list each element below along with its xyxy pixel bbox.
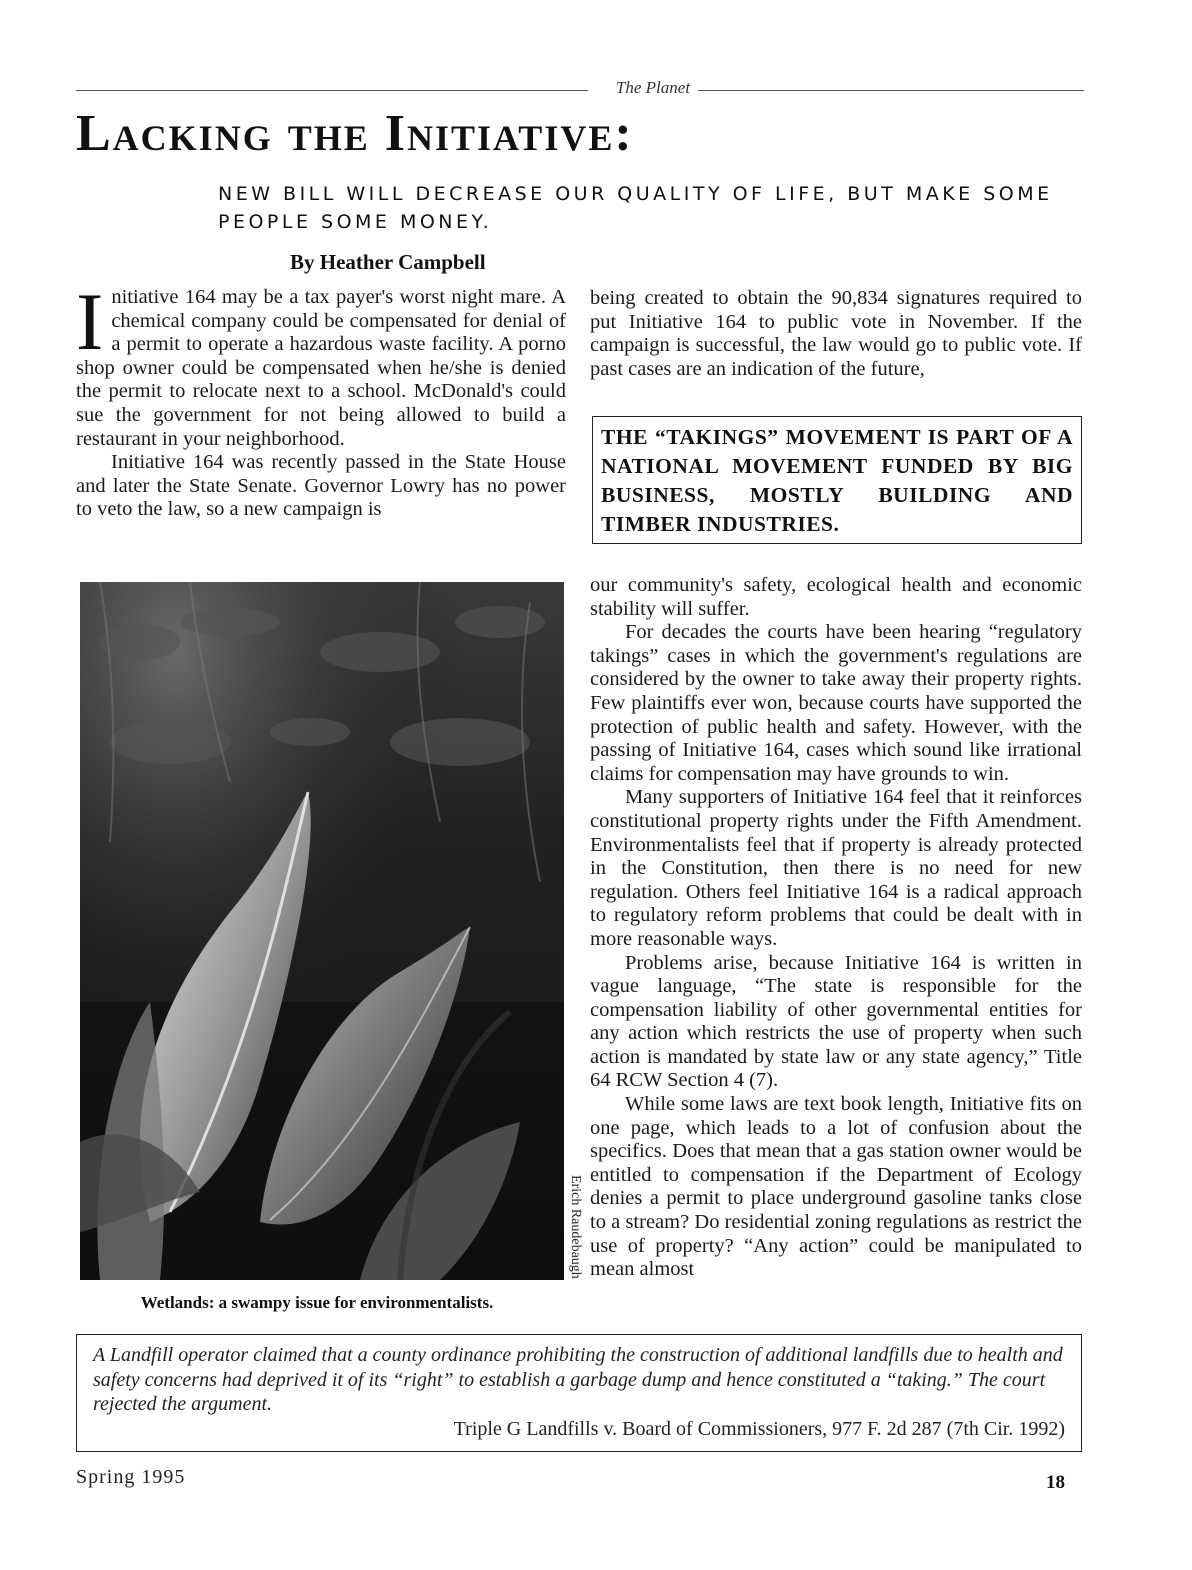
pull-quote: THE “TAKINGS” MOVEMENT IS PART OF A NATIONAL MOVEMENT FUNDED BY BIG BUSINESS, MOSTLY BUILDING AND TIMBER INDUSTRIES.: [601, 425, 1073, 536]
wetlands-photo: [80, 582, 564, 1280]
sidebar-quote: A Landfill operator claimed that a county ordinance prohibiting the construction of additional landfills due to health and safety concerns had deprived it of its “right” to establish a garbage dump and hence constituted a “taking.” The court rejected the argument.: [93, 1344, 1063, 1415]
rule-left: [76, 90, 588, 91]
paragraph: For decades the courts have been hearing “regulatory takings” cases in which the government's regulations are considered by the owner to take away their property rights. Few plaintiffs ever won, because courts have supported the protection of public health and safety. However, with the passing of Initiative 164, cases which sound like irrational claims for compensation may have grounds to win.: [590, 621, 1082, 785]
photo-credit: [565, 1175, 585, 1295]
running-head: [76, 78, 1084, 100]
paragraph: our community's safety, ecological health and economic stability will suffer.: [590, 574, 1082, 620]
photo-credit-text: Erich Raudebaugh: [568, 1175, 583, 1279]
byline: By Heather Campbell: [290, 250, 486, 274]
left-column-text: [76, 276, 566, 522]
page-number: 18: [1046, 1472, 1065, 1493]
paragraph-text: nitiative 164 may be a tax payer's worst night mare. A chemical company could be compensated for denial of a permit to operate a hazardous waste facility. A porno shop owner could be compensated when he/she is denied the permit to relocate next to a school. McDonald's could sue the government for not being allowed to build a restaurant in your neighborhood.: [76, 286, 566, 450]
rule-right: [698, 90, 1084, 91]
right-column-top-text: [590, 287, 1082, 381]
paragraph: While some laws are text book length, Initiative fits on one page, which leads to a lot of confusion about the specifics. Does that mean that a gas station owner would be entitled to compensation if the Department of Ecology denies a permit to place underground gasoline tanks close to a stream? Do residential zoning regulations as restrict the use of property? “Any action” could be manipulated to mean almost: [590, 1093, 1082, 1281]
photo-caption: Wetlands: a swampy issue for environmentalists.: [140, 1293, 494, 1312]
paragraph: Many supporters of Initiative 164 feel that it reinforces constitutional property rights under the Fifth Amendment. Environmentalists feel that if property is already protected in the Constitution, then there is no need for new regulation. Others feel Initiative 164 is a radical approach to regulatory reform problems that could be dealt with in more reasonable ways.: [590, 786, 1082, 950]
sidebar-citation: Triple G Landfills v. Board of Commissioners, 977 F. 2d 287 (7th Cir. 1992): [453, 1417, 1065, 1440]
pull-quote-box: [592, 416, 1082, 544]
publication-name: The Planet: [615, 78, 691, 97]
paragraph: being created to obtain the 90,834 signatures required to put Initiative 164 to public vote in November. If the campaign is successful, the law would go to public vote. If past cases are an indication of the future,: [590, 287, 1082, 380]
drop-cap: I: [76, 276, 104, 367]
paragraph: [76, 276, 566, 451]
paragraph: Problems arise, because Initiative 164 is written in vague language, “The state is responsible for the compensation liability of other governmental entities for any action which restricts the use of property when such action is mandated by state law or any state agency,” Title 64 RCW Section 4 (7).: [590, 951, 1082, 1092]
article-title: Lacking the Initiative:: [76, 105, 634, 162]
right-column-bottom-text: [590, 574, 1082, 1282]
plant-photo-illustration: [80, 582, 564, 1280]
issue-date: Spring 1995: [76, 1466, 186, 1488]
paragraph: Initiative 164 was recently passed in the State House and later the State Senate. Governor Lowry has no power to veto the law, so a new campaign is: [76, 451, 566, 521]
sidebar-box: [76, 1334, 1082, 1452]
article-subtitle: NEW BILL WILL DECREASE OUR QUALITY OF LIFE, BUT MAKE SOME PEOPLE SOME MONEY.: [218, 183, 1053, 233]
